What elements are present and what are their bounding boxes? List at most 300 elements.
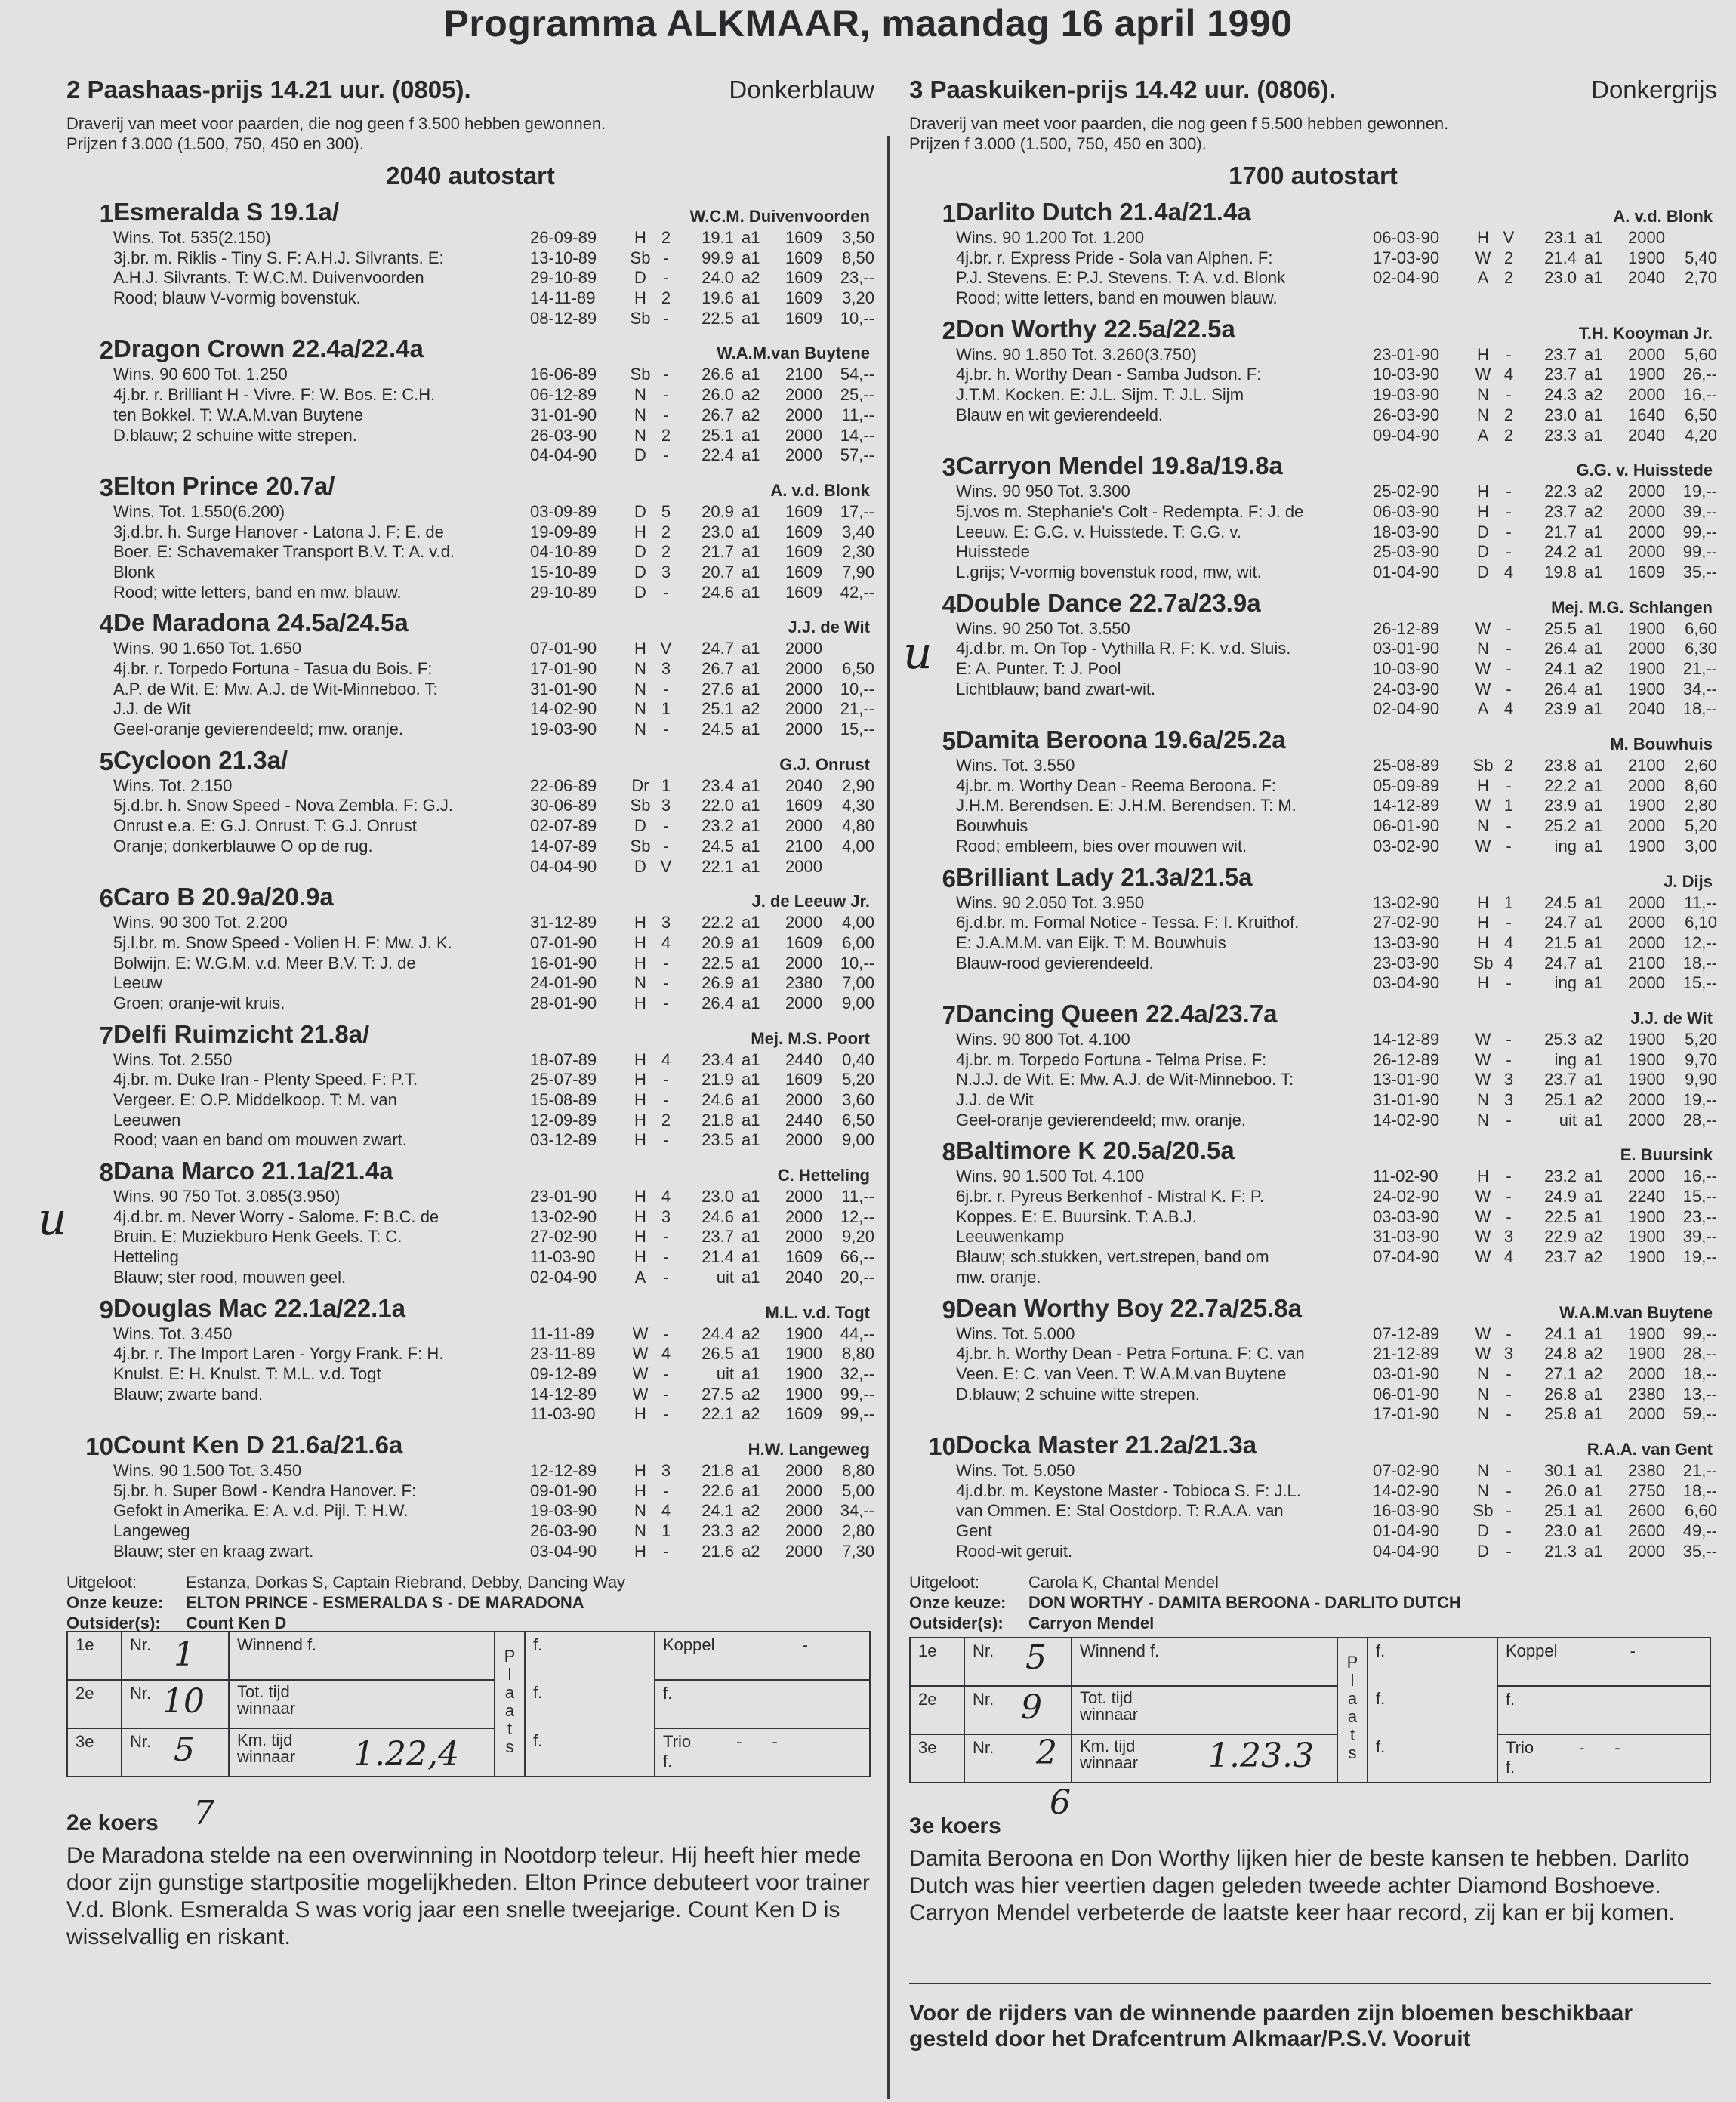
start-place: - <box>1506 1029 1512 1049</box>
start-type: a1 <box>742 1049 760 1069</box>
start-date: 30-06-89 <box>530 796 597 815</box>
start-type: a1 <box>1584 425 1603 445</box>
horse-info-line: Gent <box>956 1521 992 1541</box>
nr-label: Nr. <box>964 1686 1072 1734</box>
start-distance: 2000 <box>1628 913 1665 932</box>
horse-info-line: Veen. E: C. van Veen. T: W.A.M.van Buytene <box>956 1364 1287 1383</box>
horse-name: Count Ken D 21.6a/21.6a <box>113 1430 403 1459</box>
horse-number: 7 <box>99 1021 113 1049</box>
start-date: 25-03-90 <box>1373 542 1440 562</box>
start-time: 22.2 <box>701 913 734 932</box>
start-distance: 2040 <box>785 775 822 795</box>
horse-info <box>956 756 1401 857</box>
start-place: 2 <box>1503 756 1514 775</box>
start-list <box>530 365 874 465</box>
start-row <box>1373 1187 1717 1207</box>
start-time: 23.4 <box>701 1049 734 1069</box>
start-odds: 9,90 <box>1685 1070 1717 1090</box>
start-odds: 3,00 <box>1685 836 1717 855</box>
start-odds: 4,20 <box>1685 425 1717 445</box>
start-distance: 2000 <box>1628 522 1665 541</box>
start-row <box>530 1268 874 1288</box>
start-distance: 2000 <box>1628 1541 1665 1561</box>
start-row <box>1373 796 1717 816</box>
start-distance: 2000 <box>785 1130 822 1150</box>
horse-info-line: Leeuw. E: G.G. v. Huisstede. T: G.G. v. <box>956 522 1241 541</box>
start-odds: 5,20 <box>842 1070 874 1090</box>
start-row <box>1373 776 1717 797</box>
start-date: 10-03-90 <box>1373 659 1440 678</box>
start-place: - <box>1506 816 1512 836</box>
horse-entry <box>66 1431 874 1561</box>
start-row <box>530 268 874 288</box>
start-track: N <box>1477 405 1489 424</box>
race-distance: 2040 autostart <box>386 162 555 190</box>
start-row <box>1373 1090 1717 1111</box>
start-track: A <box>1477 425 1489 445</box>
start-odds: 5,20 <box>1685 1029 1717 1049</box>
start-place: 4 <box>1503 365 1514 384</box>
start-place: - <box>1506 344 1512 364</box>
start-track: W <box>632 1344 649 1364</box>
horse-info-line: 5j.vos m. Stephanie's Colt - Redempta. F: J. de <box>956 501 1304 521</box>
comment-text: De Maradona stelde na een overwinning in Nootdorp teleur. Hij heeft hier mede door zijn gunstige startpositie mogelijkheden. Elton Prince debuteert voor trainer V.d. Blonk. Esmeralda S was vorig jaar een snelle tweejarige. Count Ken D is wisselvallig en riskant. <box>66 1843 870 1949</box>
start-distance: 1900 <box>785 1344 822 1364</box>
start-track: H <box>1477 501 1489 521</box>
start-time: 19.6 <box>701 288 734 308</box>
horse-number: 9 <box>99 1295 113 1324</box>
horse-number: 5 <box>942 727 956 756</box>
start-row <box>1373 913 1717 933</box>
start-type: a1 <box>1584 775 1603 795</box>
start-odds: 11,-- <box>841 405 874 424</box>
start-type: a1 <box>742 501 760 521</box>
start-track: N <box>1477 639 1489 658</box>
start-list <box>530 639 874 739</box>
horse-info-line: mw. oranje. <box>956 1267 1041 1287</box>
start-type: a1 <box>1584 405 1603 424</box>
start-date: 01-04-90 <box>1373 562 1440 581</box>
start-odds: 10,-- <box>840 308 874 328</box>
start-row <box>530 1247 874 1268</box>
start-time: 25.1 <box>1544 1090 1577 1109</box>
start-type: a1 <box>1584 932 1603 952</box>
start-track: A <box>1477 268 1489 288</box>
start-track: H <box>634 1070 646 1090</box>
start-track: H <box>1477 1167 1489 1186</box>
start-odds: 5,00 <box>842 1481 874 1500</box>
horse-info-line: Wins. Tot. 1.550(6.200) <box>113 501 285 521</box>
start-type: a1 <box>742 1110 760 1130</box>
start-row <box>1373 482 1717 502</box>
horse-number: 9 <box>942 1295 956 1324</box>
start-time: 19.1 <box>701 228 734 247</box>
horse-name: Dragon Crown 22.4a/22.4a <box>113 334 424 363</box>
horse-info-line: Langeweg <box>113 1521 190 1541</box>
start-date: 16-03-90 <box>1373 1501 1440 1521</box>
horse-info-line: J.J. de Wit <box>113 699 191 719</box>
horse-info-line: Blauw; ster rood, mouwen geel. <box>113 1267 347 1287</box>
race-color: Donkergrijs <box>1591 76 1717 103</box>
start-row <box>530 248 874 269</box>
handwritten-first: 1 <box>174 1635 195 1674</box>
start-type: a2 <box>1584 1090 1603 1109</box>
start-row <box>530 1324 874 1345</box>
start-time: 24.5 <box>1544 892 1577 912</box>
race-title: 2 Paashaas-prijs 14.21 uur. (0805). <box>66 76 471 103</box>
start-distance: 1609 <box>785 796 822 815</box>
start-time: 26.4 <box>1544 679 1577 698</box>
start-row <box>530 502 874 522</box>
start-type: a1 <box>742 720 760 739</box>
start-type: a1 <box>742 1267 760 1287</box>
start-place: 1 <box>1503 796 1514 815</box>
start-type: a1 <box>1584 836 1603 855</box>
start-time: 21.7 <box>701 542 734 562</box>
start-place: - <box>663 1541 669 1561</box>
start-row <box>1373 268 1717 288</box>
start-type: a1 <box>742 659 760 678</box>
horse-entry <box>909 1000 1717 1130</box>
start-track: W <box>1475 618 1491 638</box>
start-row <box>530 699 874 720</box>
start-row <box>530 583 874 603</box>
start-row <box>1373 1481 1717 1502</box>
start-place: - <box>663 1324 669 1343</box>
start-type: a1 <box>1584 268 1603 288</box>
outsider-label: Outsider(s): <box>909 1613 1004 1633</box>
start-type: a1 <box>742 248 760 267</box>
start-row <box>530 776 874 797</box>
start-time: 24.6 <box>701 582 734 602</box>
start-type: a1 <box>1584 562 1603 581</box>
start-track: W <box>1475 836 1491 855</box>
start-type: a2 <box>1584 1364 1603 1383</box>
race-desc-line: Draverij van meet voor paarden, die nog geen f 3.500 hebben gewonnen. <box>66 114 606 133</box>
start-distance: 1900 <box>1628 659 1665 678</box>
start-odds: 19,-- <box>1682 1090 1717 1109</box>
start-date: 27-02-90 <box>1373 913 1440 932</box>
horse-trainer: J.J. de Wit <box>788 618 870 637</box>
horse-number: 5 <box>99 747 113 775</box>
start-odds: 12,-- <box>1682 932 1717 952</box>
start-odds: 28,-- <box>1682 1110 1717 1130</box>
start-type: a1 <box>742 582 760 602</box>
start-type: a1 <box>1584 1460 1603 1480</box>
start-place: - <box>1506 1167 1512 1186</box>
start-track: D <box>634 582 646 602</box>
start-date: 06-01-90 <box>1373 1384 1440 1404</box>
start-odds: 13,-- <box>1682 1384 1717 1404</box>
start-time: 24.9 <box>1544 1187 1577 1207</box>
start-place: 2 <box>661 522 671 541</box>
start-distance: 2380 <box>1628 1460 1665 1480</box>
race-color: Donkerblauw <box>729 76 874 103</box>
start-distance: 1609 <box>1628 562 1665 581</box>
start-place: - <box>1506 501 1512 521</box>
start-track: H <box>1477 973 1489 993</box>
start-type: a1 <box>742 816 760 836</box>
start-place: - <box>663 365 669 384</box>
start-place: - <box>1506 639 1512 658</box>
start-place: - <box>1506 1404 1512 1424</box>
start-time: 25.2 <box>1544 816 1577 836</box>
start-time: 22.0 <box>701 796 734 815</box>
start-place: - <box>663 248 669 267</box>
start-type: a2 <box>742 1384 760 1404</box>
start-odds: 5,40 <box>1685 248 1717 267</box>
start-track: W <box>1475 365 1491 384</box>
start-time: 27.6 <box>701 679 734 698</box>
horse-name: Don Worthy 22.5a/22.5a <box>956 314 1235 343</box>
horse-info <box>113 1461 559 1562</box>
start-date: 11-02-90 <box>1373 1167 1438 1186</box>
start-distance: 2440 <box>785 1049 822 1069</box>
start-row <box>1373 816 1717 837</box>
start-distance: 1609 <box>785 1070 822 1090</box>
start-distance: 2100 <box>1628 953 1665 972</box>
start-time: 25.1 <box>1544 1501 1577 1521</box>
start-time: 24.3 <box>1544 385 1577 405</box>
start-row <box>530 1344 874 1364</box>
horse-number: 7 <box>942 1000 956 1029</box>
start-list <box>1373 482 1717 582</box>
start-track: H <box>634 228 646 247</box>
start-place: V <box>660 639 672 658</box>
start-time: 24.7 <box>1544 953 1577 972</box>
start-time: 21.9 <box>701 1070 734 1090</box>
start-time: 22.5 <box>701 308 734 328</box>
horse-info-line: 4j.br. r. The Import Laren - Yorgy Frank. F: H. <box>113 1344 444 1364</box>
start-track: H <box>634 1227 646 1247</box>
start-place: 4 <box>661 932 671 952</box>
start-time: 23.2 <box>1544 1167 1577 1186</box>
start-distance: 2000 <box>785 679 822 698</box>
start-distance: 2000 <box>785 1207 822 1226</box>
place-2e: 2e <box>67 1680 122 1728</box>
start-track: H <box>634 932 646 952</box>
start-track: A <box>634 1267 646 1287</box>
start-type: a1 <box>742 1344 760 1364</box>
start-track: D <box>1477 1521 1489 1540</box>
start-date: 26-09-89 <box>530 228 597 247</box>
start-distance: 2000 <box>1628 1364 1665 1383</box>
horse-info-line: E: J.A.M.M. van Eijk. T: M. Bouwhuis <box>956 932 1226 952</box>
start-track: N <box>1477 816 1489 836</box>
start-distance: 2100 <box>1628 756 1665 775</box>
start-row <box>1373 1247 1717 1268</box>
start-track: W <box>1475 1207 1491 1226</box>
start-type: a1 <box>1584 1521 1603 1540</box>
start-distance: 1609 <box>785 248 822 267</box>
start-date: 09-01-90 <box>530 1481 597 1500</box>
start-odds: 11,-- <box>841 1187 874 1207</box>
start-place: - <box>1506 1481 1512 1500</box>
start-date: 11-03-90 <box>530 1404 596 1424</box>
horse-info-line: 4j.br. m. Torpedo Fortuna - Telma Prise. F: <box>956 1049 1267 1069</box>
winnend-label: Winnend f. <box>229 1632 495 1680</box>
start-date: 02-04-90 <box>530 1267 597 1287</box>
race-column-2 <box>66 76 874 2091</box>
start-distance: 2600 <box>1628 1521 1665 1540</box>
start-place: 2 <box>661 1110 671 1130</box>
start-odds: 5,20 <box>1685 816 1717 836</box>
horse-info-line: Blauw; ster en kraag zwart. <box>113 1541 314 1561</box>
start-date: 22-06-89 <box>530 775 597 795</box>
start-list <box>530 1324 874 1425</box>
start-time: ing <box>1554 836 1577 855</box>
start-row <box>530 1130 874 1151</box>
start-time: 24.5 <box>701 720 734 739</box>
start-row <box>530 659 874 680</box>
horse-name: De Maradona 24.5a/24.5a <box>113 609 409 637</box>
start-type: a1 <box>742 953 760 972</box>
horse-info-line: Blonk <box>113 562 156 581</box>
start-place: - <box>663 405 669 424</box>
start-row <box>530 1364 874 1385</box>
start-row <box>1373 1227 1717 1247</box>
start-odds: 6,00 <box>842 932 874 952</box>
start-distance: 2000 <box>1628 228 1665 247</box>
horse-name: Double Dance 22.7a/23.9a <box>956 588 1261 617</box>
start-row <box>530 522 874 543</box>
start-row <box>530 426 874 446</box>
handwritten-second: 10 <box>162 1682 205 1721</box>
start-type: a1 <box>742 679 760 698</box>
start-date: 13-03-90 <box>1373 932 1440 952</box>
start-row <box>530 385 874 405</box>
start-distance: 1900 <box>1628 1324 1665 1343</box>
horse-number: 2 <box>99 336 113 365</box>
start-type: a1 <box>1584 756 1603 775</box>
start-list <box>530 228 874 328</box>
start-distance: 2000 <box>1628 1090 1665 1109</box>
start-type: a2 <box>742 699 760 719</box>
uitgeloot-label: Uitgeloot: <box>909 1573 979 1592</box>
start-time: 25.1 <box>701 699 734 719</box>
race-title: 3 Paaskuiken-prijs 14.42 uur. (0806). <box>909 76 1336 103</box>
horse-info-line: Rood-wit geruit. <box>956 1541 1073 1561</box>
km-tijd-label: Km. tijd winnaar <box>229 1728 495 1777</box>
horse-info-line: 6j.d.br. m. Formal Notice - Tessa. F: I. Kruithof. <box>956 913 1300 932</box>
start-place: 1 <box>1503 892 1514 912</box>
race-comment-left <box>66 1794 874 1951</box>
start-distance: 1900 <box>1628 836 1665 855</box>
start-distance: 2000 <box>1628 932 1665 952</box>
horse-info-line: 4j.br. m. Worthy Dean - Reema Beroona. F: <box>956 775 1276 795</box>
start-time: uit <box>716 1364 734 1383</box>
horse-info-line: D.blauw; 2 schuine witte strepen. <box>113 425 357 445</box>
start-type: a1 <box>742 932 760 952</box>
start-odds: 14,-- <box>840 425 874 445</box>
horse-info-line: Blauw en wit gevierendeeld. <box>956 405 1163 424</box>
start-track: N <box>1477 1404 1489 1424</box>
horse-entry <box>909 863 1717 994</box>
start-date: 26-03-90 <box>530 425 597 445</box>
start-track: W <box>1475 1029 1491 1049</box>
horse-entry <box>909 726 1717 856</box>
horse-entry <box>909 1431 1717 1561</box>
start-odds: 8,80 <box>842 1460 874 1480</box>
start-odds: 5,60 <box>1685 344 1717 364</box>
start-type: a1 <box>742 973 760 993</box>
start-time: 26.4 <box>701 993 734 1012</box>
start-time: 26.0 <box>1544 1481 1577 1500</box>
start-place: - <box>663 308 669 328</box>
start-place: 3 <box>1503 1070 1514 1090</box>
start-track: H <box>1477 892 1489 912</box>
start-distance: 2000 <box>785 720 822 739</box>
horse-info-line: Gefokt in Amerika. E: A. v.d. Pijl. T: H.W. <box>113 1501 409 1521</box>
start-time: 23.3 <box>1544 425 1577 445</box>
horse-info-line: Knulst. E: H. Knulst. T: M.L. v.d. Togt <box>113 1364 381 1383</box>
start-date: 26-12-89 <box>1373 618 1440 638</box>
start-type: a1 <box>1584 1110 1603 1130</box>
start-time: 26.4 <box>1544 639 1577 658</box>
start-distance: 1900 <box>1628 1227 1665 1247</box>
horse-info-line: 4j.d.br. m. On Top - Vythilla R. F: K. v.d. Sluis. <box>956 639 1291 658</box>
place-1e: 1e <box>67 1632 122 1680</box>
horse-entry <box>66 334 874 465</box>
start-place: - <box>663 1227 669 1247</box>
start-time: 23.2 <box>701 816 734 836</box>
start-distance: 2000 <box>785 913 822 932</box>
start-type: a1 <box>742 1207 760 1226</box>
start-type: a1 <box>742 542 760 562</box>
start-time: 23.8 <box>1544 756 1577 775</box>
start-place: - <box>663 385 669 405</box>
start-row <box>1373 522 1717 543</box>
start-date: 03-03-90 <box>1373 1207 1440 1226</box>
start-distance: 2240 <box>1628 1187 1665 1207</box>
horse-info-line: Oranje; donkerblauwe O op de rug. <box>113 836 373 855</box>
start-date: 14-12-89 <box>530 1384 597 1404</box>
start-date: 03-12-89 <box>530 1130 597 1150</box>
start-row <box>530 837 874 857</box>
race-meta <box>909 1572 1717 1633</box>
start-odds: 8,60 <box>1685 775 1717 795</box>
horse-info-line: 4j.br. h. Worthy Dean - Samba Judson. F: <box>956 365 1262 384</box>
start-date: 14-02-90 <box>1373 1481 1440 1500</box>
start-track: Sb <box>1472 1501 1494 1521</box>
horse-info-line: N.J.J. de Wit. E: Mw. A.J. de Wit-Minneboo. T: <box>956 1070 1294 1090</box>
start-odds: 12,-- <box>840 1207 874 1226</box>
horse-info-line: Wins. Tot. 3.550 <box>956 756 1075 775</box>
start-date: 07-02-90 <box>1373 1460 1440 1480</box>
page-title: Programma ALKMAAR, maandag 16 april 1990 <box>443 2 1293 45</box>
start-odds: 3,40 <box>842 522 874 541</box>
horse-info-line: Rood; witte letters, band en mw. blauw. <box>113 582 402 602</box>
start-distance: 2000 <box>1628 1404 1665 1424</box>
horse-name: Elton Prince 20.7a/ <box>113 471 335 500</box>
horse-trainer: C. Hetteling <box>777 1166 870 1185</box>
start-type: a1 <box>1584 913 1603 932</box>
start-date: 25-07-89 <box>530 1070 597 1090</box>
horse-trainer: G.J. Onrust <box>779 754 870 774</box>
start-distance: 2000 <box>785 856 822 876</box>
horse-info-line: Blauw; zwarte band. <box>113 1384 264 1404</box>
start-date: 19-03-90 <box>1373 385 1440 405</box>
start-track: Sb <box>630 365 651 384</box>
start-odds: 15,-- <box>1682 973 1717 993</box>
start-time: 24.1 <box>1544 1324 1577 1343</box>
koppel-label: Koppel - <box>1497 1638 1710 1686</box>
start-row <box>1373 659 1717 680</box>
start-track: N <box>1477 1364 1489 1383</box>
start-date: 18-07-89 <box>530 1049 597 1069</box>
start-time: 26.7 <box>701 405 734 424</box>
horse-number: 4 <box>99 610 113 639</box>
